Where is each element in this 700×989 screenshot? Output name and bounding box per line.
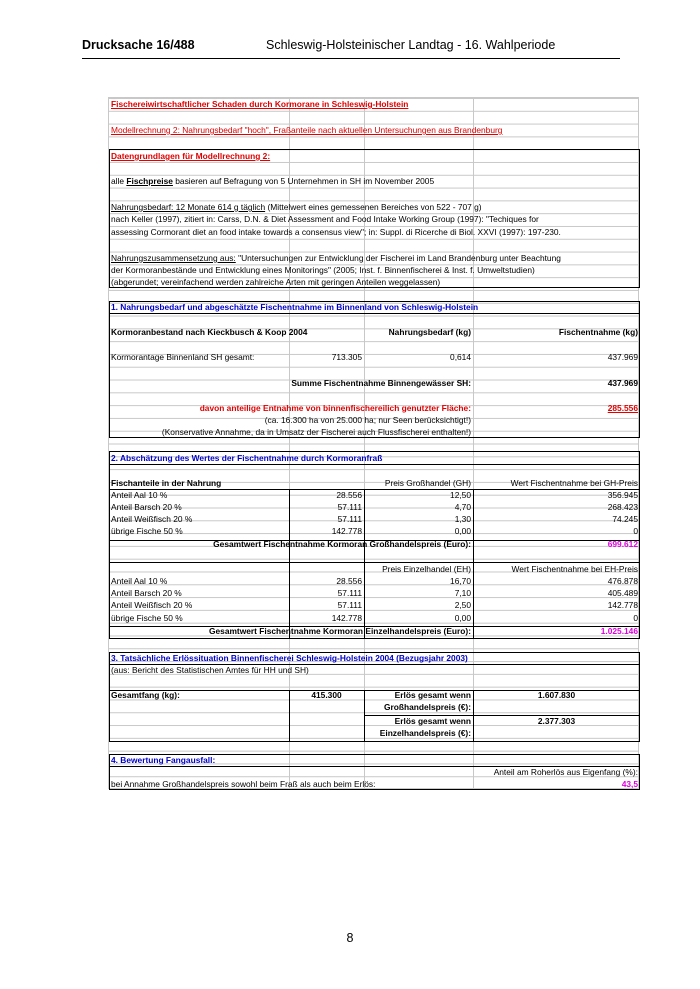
- gh-total-value: 699.612: [607, 539, 638, 549]
- gh-row-value: 268.423: [607, 502, 638, 512]
- gh-row-price: 12,50: [450, 490, 471, 500]
- s1-part-value: 285.556: [607, 403, 638, 413]
- s1-col-nahrungsbedarf: Nahrungsbedarf (kg): [388, 327, 471, 337]
- s4-share-head: Anteil am Roherlös aus Eigenfang (%):: [493, 767, 638, 777]
- gh-row-price: 0,00: [454, 526, 471, 536]
- eh-row-value: 142.778: [607, 600, 638, 610]
- gh-row-label: Anteil Weißfisch 20 %: [111, 514, 193, 524]
- s1-kormorantage: 713.305: [331, 352, 362, 362]
- zusammensetzung-source: der Kormoranbestände und Entwicklung eines Monitorings" (2005; Inst. f. Binnenfischerei & Inst. f. Umweltstudien): [111, 265, 535, 275]
- gh-row-kg: 142.778: [331, 526, 362, 536]
- gh-row-label: Anteil Aal 10 %: [111, 490, 168, 500]
- eh-row-price: 2,50: [454, 600, 471, 610]
- s1-row-label: Kormorantage Binnenland SH gesamt:: [111, 352, 255, 362]
- page-header: [82, 38, 620, 58]
- s3-gh-label-1: Erlös gesamt wenn: [394, 690, 471, 700]
- s1-col-fischentnahme: Fischentnahme (kg): [558, 327, 638, 337]
- s4-row-label: bei Annahme Großhandelspreis sowohl beim Fraß als auch beim Erlös:: [111, 779, 376, 789]
- s3-eh-value: 2.377.303: [537, 716, 576, 726]
- nahrungsbedarf-source-1: nach Keller (1997), zitiert in: Carss, D.N. & Diet Assessment and Food Intake Working Group (1997): "Techiques for: [111, 214, 539, 224]
- s3-eh-label-2: Einzelhandelspreis (€):: [379, 728, 471, 738]
- eh-row-label: übrige Fische 50 %: [111, 613, 183, 623]
- s3-fang-value: 415.300: [311, 690, 342, 700]
- eh-total-value: 1.025.146: [600, 626, 638, 636]
- header-rule: [82, 58, 620, 59]
- gh-row-kg: 57.111: [337, 502, 362, 512]
- gh-row-kg: 57.111: [337, 514, 362, 524]
- sheet-title: Fischereiwirtschaftlicher Schaden durch Kormorane in Schleswig-Holstein: [111, 99, 409, 109]
- s1-sum-label: Summe Fischentnahme Binnengewässer SH:: [291, 378, 471, 388]
- parliament-title: Schleswig-Holsteinischer Landtag - 16. Wahlperiode: [266, 38, 556, 52]
- spreadsheet: [108, 97, 639, 789]
- zusammensetzung-line: Nahrungszusammensetzung aus: "Untersuchungen zur Entwicklung der Fischerei im Land Brandenburg unter Beachtung: [111, 253, 561, 263]
- s1-nahrungsbedarf-value: 0,614: [450, 352, 471, 362]
- gh-row-price: 4,70: [454, 502, 471, 512]
- gh-row-kg: 28.556: [336, 490, 362, 500]
- fischpreise-line: alle Fischpreise basieren auf Befragung von 5 Unternehmen in SH im November 2005: [111, 176, 435, 186]
- eh-row-price: 0,00: [454, 613, 471, 623]
- s1-note-2: (Konservative Annahme, da in Umsatz der Fischerei auch Flussfischerei enthalten!): [161, 427, 471, 437]
- eh-row-label: Anteil Barsch 20 %: [111, 588, 182, 598]
- gh-row-price: 1,30: [454, 514, 471, 524]
- s3-gh-value: 1.607.830: [537, 690, 576, 700]
- s1-part-label: davon anteilige Entnahme von binnenfischereilich genutzter Fläche:: [199, 403, 471, 413]
- nahrungsbedarf-source-2: assessing Cormorant diet an food intake towards a consensus view"; in: Suppl. di Ricerche di Biol. XXVI (1997): 197-230.: [111, 227, 561, 237]
- section-4-title: 4. Bewertung Fangausfall:: [111, 755, 216, 765]
- gh-row-value: 74.245: [612, 514, 638, 524]
- s3-source: (aus: Bericht des Statistischen Amtes für HH und SH): [111, 665, 309, 675]
- eh-row-kg: 57.111: [337, 588, 362, 598]
- model-description: Modellrechnung 2: Nahrungsbedarf "hoch", Fraßanteile nach aktuellen Untersuchungen aus Brandenburg: [111, 125, 503, 135]
- eh-row-value: 405.489: [607, 588, 638, 598]
- s3-fang-label: Gesamtfang (kg):: [111, 690, 180, 700]
- eh-row-label: Anteil Weißfisch 20 %: [111, 600, 193, 610]
- document-number: Drucksache 16/488: [82, 38, 195, 52]
- s3-eh-label-1: Erlös gesamt wenn: [394, 716, 471, 726]
- eh-row-label: Anteil Aal 10 %: [111, 576, 168, 586]
- section-2-title: 2. Abschätzung des Wertes der Fischentnahme durch Kormoranfraß: [111, 453, 383, 463]
- eh-row-price: 7,10: [454, 588, 471, 598]
- s2-eh-price-head: Preis Einzelhandel (EH): [382, 564, 471, 574]
- nahrungsbedarf-line: Nahrungsbedarf: 12 Monate 614 g täglich (Mittelwert eines gemessenen Bereiches von 522 - 707 g): [111, 202, 482, 212]
- gh-row-value: 356.945: [607, 490, 638, 500]
- eh-row-kg: 57.111: [337, 600, 362, 610]
- s2-gh-price-head: Preis Großhandel (GH): [384, 478, 471, 488]
- section-3-title: 3. Tatsächliche Erlössituation Binnenfischerei Schleswig-Holstein 2004 (Bezugsjahr 2003): [111, 653, 468, 663]
- gh-row-label: übrige Fische 50 %: [111, 526, 183, 536]
- eh-row-value: 476.878: [607, 576, 638, 586]
- gh-total-label: Gesamtwert Fischentnahme Kormoran Großhandelspreis (Euro):: [213, 539, 471, 549]
- s1-col-kormoranbestand: Kormoranbestand nach Kieckbusch & Koop 2004: [111, 327, 308, 337]
- s1-note-1: (ca. 16.300 ha von 25.000 ha; nur Seen berücksichtigt!): [264, 415, 471, 425]
- s2-head-label: Fischanteile in der Nahrung: [111, 478, 222, 488]
- section-1-title: 1. Nahrungsbedarf und abgeschätzte Fischentnahme im Binnenland von Schleswig-Holstein: [111, 302, 479, 312]
- s4-value: 43,5: [621, 779, 638, 789]
- datagrundlagen-heading: Datengrundlagen für Modellrechnung 2:: [111, 151, 271, 161]
- s1-fischentnahme-value: 437.969: [607, 352, 638, 362]
- s3-gh-label-2: Großhandelspreis (€):: [383, 702, 471, 712]
- s2-gh-value-head: Wert Fischentnahme bei GH-Preis: [510, 478, 638, 488]
- gh-row-label: Anteil Barsch 20 %: [111, 502, 182, 512]
- s2-eh-value-head: Wert Fischentnahme bei EH-Preis: [511, 564, 638, 574]
- s1-sum-value: 437.969: [607, 378, 638, 388]
- eh-row-price: 16,70: [450, 576, 471, 586]
- gh-row-value: 0: [633, 526, 638, 536]
- eh-row-value: 0: [633, 613, 638, 623]
- fischpreise-label: Fischpreise: [126, 176, 173, 186]
- eh-total-label: Gesamtwert Fischentnahme Kormoran Einzelhandelspreis (Euro):: [208, 626, 471, 636]
- eh-row-kg: 28.556: [336, 576, 362, 586]
- eh-row-kg: 142.778: [331, 613, 362, 623]
- zusammensetzung-note: (abgerundet; vereinfachend werden zahlreiche Arten mit geringen Anteilen weggelassen): [111, 277, 441, 287]
- page-number: 8: [346, 931, 354, 945]
